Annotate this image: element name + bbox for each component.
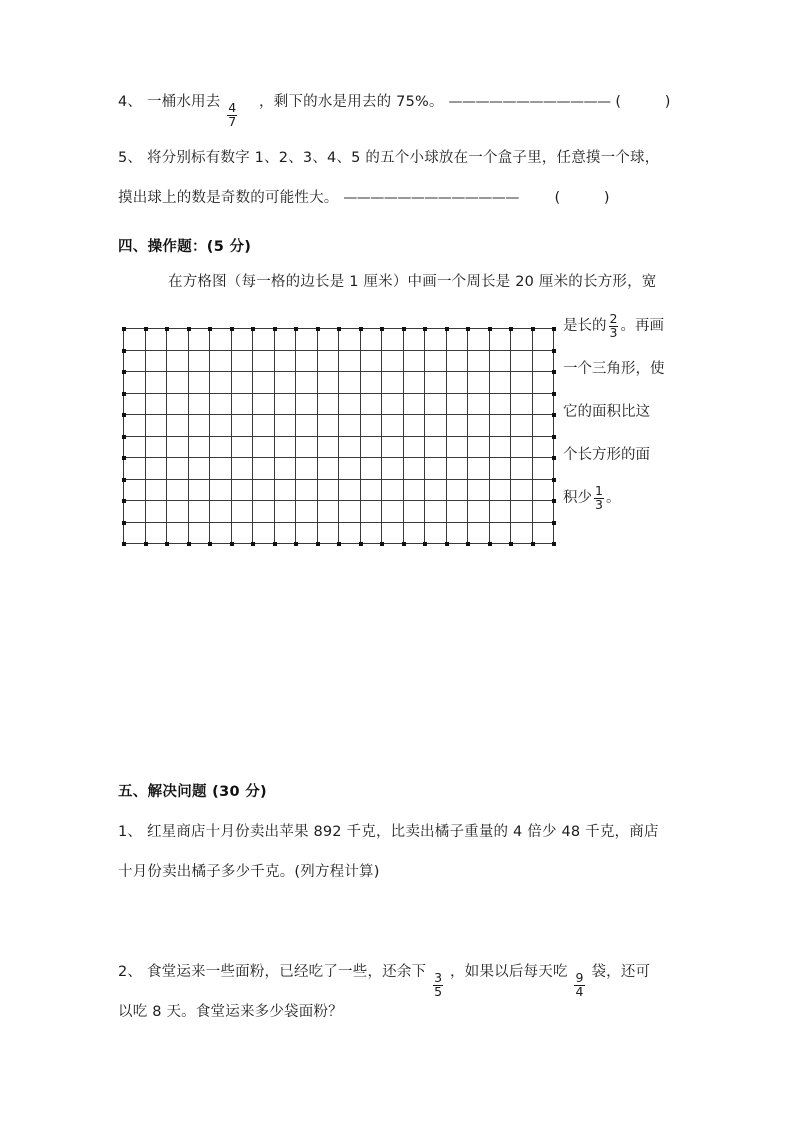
q4-fraction-denominator: 7: [228, 113, 237, 129]
grid-boundary-dot: [122, 478, 126, 482]
problem-2-number: 2、: [118, 964, 143, 980]
q4-fraction-numerator: 4: [228, 100, 237, 115]
grid-boundary-dot: [552, 456, 556, 460]
grid-boundary-dot: [187, 327, 191, 331]
problem-2-line1-part3: 袋，还可: [591, 964, 651, 980]
q5-dash-separator: —————————————: [343, 190, 519, 206]
grid-hline: [123, 371, 553, 372]
grid-boundary-dot: [251, 327, 255, 331]
grid-boundary-dot: [208, 327, 212, 331]
side-line-1-fraction-numerator: 2: [609, 311, 618, 327]
grid-boundary-dot: [466, 542, 470, 546]
q5-answer-paren-open: (: [554, 190, 561, 206]
grid-boundary-dot: [122, 542, 126, 546]
side-line-5-prefix: 积少: [563, 490, 592, 507]
q4-dash-separator: ————————————: [448, 94, 611, 110]
grid-canvas[interactable]: [123, 328, 555, 545]
side-line-2-prefix: 一个三角形，使: [563, 361, 665, 378]
grid-boundary-dot: [122, 413, 126, 417]
section-five-problem-2-line1: [118, 962, 650, 999]
q5-line1-text: 将分别标有数字 1、2、3、4、5 的五个小球放在一个盒子里，任意摸一个球，: [146, 150, 660, 166]
grid-boundary-dot: [165, 542, 169, 546]
grid-boundary-dot: [230, 542, 234, 546]
grid-boundary-dot: [122, 499, 126, 503]
grid-boundary-dot: [531, 542, 535, 546]
grid-boundary-dot: [251, 542, 255, 546]
grid-boundary-dot: [122, 392, 126, 396]
grid-boundary-dot: [122, 456, 126, 460]
grid-boundary-dot: [552, 370, 556, 374]
grid-boundary-dot: [552, 327, 556, 331]
grid-boundary-dot: [273, 542, 277, 546]
problem-2-line1-part2: ，如果以后每天吃: [450, 964, 568, 980]
grid-boundary-dot: [316, 327, 320, 331]
section-five-problem-1-line2: 十月份卖出橘子多少千克。(列方程计算): [118, 864, 380, 880]
q4-text-after: ，剩下的水是用去的 75%。: [259, 94, 444, 110]
section-four-heading: 四、操作题：(5 分): [118, 239, 252, 255]
square-grid-figure[interactable]: [123, 328, 555, 545]
side-line-5-fraction: [594, 485, 604, 512]
grid-boundary-dot: [552, 392, 556, 396]
grid-boundary-dot: [359, 542, 363, 546]
question-item-4: [118, 92, 671, 129]
section-five-problem-1-line1: [118, 822, 659, 844]
grid-boundary-dot: [509, 327, 513, 331]
grid-boundary-dot: [165, 327, 169, 331]
grid-boundary-dot: [122, 349, 126, 353]
grid-boundary-dot: [122, 327, 126, 331]
q4-number: 4、: [118, 94, 143, 110]
grid-boundary-dot: [445, 542, 449, 546]
grid-boundary-dot: [552, 413, 556, 417]
grid-boundary-dot: [230, 327, 234, 331]
grid-hline: [123, 479, 553, 480]
grid-boundary-dot: [531, 327, 535, 331]
grid-boundary-dot: [294, 327, 298, 331]
grid-boundary-dot: [488, 327, 492, 331]
grid-hline: [123, 393, 553, 394]
grid-boundary-dot: [294, 542, 298, 546]
side-line-1-fraction-denominator: 3: [609, 325, 618, 340]
side-line-4-prefix: 个长方形的面: [563, 447, 650, 464]
problem-2-fraction-2-numerator: 9: [575, 970, 584, 985]
problem-2-fraction-2: [574, 972, 584, 999]
grid-hline: [123, 500, 553, 501]
section-five-heading: 五、解决问题 (30 分): [118, 784, 267, 800]
side-line-1-prefix: 是长的: [563, 318, 607, 335]
grid-boundary-dot: [466, 327, 470, 331]
grid-boundary-dot: [402, 327, 406, 331]
grid-boundary-dot: [488, 542, 492, 546]
grid-boundary-dot: [552, 478, 556, 482]
problem-2-fraction-1-numerator: 3: [434, 970, 443, 985]
grid-boundary-dot: [509, 542, 513, 546]
grid-boundary-dot: [445, 327, 449, 331]
grid-boundary-dot: [122, 435, 126, 439]
q4-answer-paren-close: ): [664, 94, 671, 110]
problem-1-line1-text: 红星商店十月份卖出苹果 892 千克，比卖出橘子重量的 4 倍少 48 千克，商店: [146, 824, 659, 840]
grid-boundary-dot: [402, 542, 406, 546]
grid-boundary-dot: [380, 542, 384, 546]
side-line-5-fraction-numerator: 1: [595, 483, 603, 499]
section-four-problem-line1: 在方格图（每一格的边长是 1 厘米）中画一个周长是 20 厘米的长方形，宽: [168, 274, 657, 290]
grid-boundary-dot: [337, 542, 341, 546]
side-line-2: [563, 348, 693, 391]
question-item-5-line2: [118, 188, 610, 210]
problem-1-number: 1、: [118, 824, 143, 840]
q4-fraction: [227, 102, 237, 129]
side-line-1: [563, 305, 693, 348]
side-line-5-fraction-denominator: 3: [595, 497, 603, 512]
side-line-5-suffix: 。: [605, 490, 621, 507]
q5-number: 5、: [118, 150, 143, 166]
q4-text-before: 一桶水用去: [146, 94, 221, 110]
side-line-3-prefix: 它的面积比这: [563, 404, 650, 421]
problem-2-fraction-2-denominator: 4: [575, 983, 584, 999]
grid-hline: [123, 522, 553, 523]
grid-boundary-dot: [122, 521, 126, 525]
q5-line2-text: 摸出球上的数是奇数的可能性大。: [118, 190, 339, 206]
grid-hline: [123, 457, 553, 458]
grid-boundary-dot: [208, 542, 212, 546]
grid-boundary-dot: [144, 542, 148, 546]
q4-answer-paren-open: (: [615, 94, 622, 110]
side-line-3: [563, 391, 693, 434]
grid-boundary-dot: [122, 370, 126, 374]
grid-boundary-dot: [187, 542, 191, 546]
grid-boundary-dot: [359, 327, 363, 331]
grid-boundary-dot: [144, 327, 148, 331]
problem-2-line1-part1: 食堂运来一些面粉，已经吃了一些，还余下: [146, 964, 427, 980]
problem-2-fraction-1: [433, 972, 443, 999]
grid-hline: [123, 414, 553, 415]
grid-boundary-dot: [552, 435, 556, 439]
problem-2-fraction-1-denominator: 5: [434, 983, 443, 999]
grid-boundary-dot: [552, 499, 556, 503]
q5-answer-paren-close: ): [603, 190, 610, 206]
grid-boundary-dot: [316, 542, 320, 546]
question-item-5-line1: [118, 148, 659, 170]
grid-boundary-dot: [273, 327, 277, 331]
side-line-1-suffix: 。再画: [620, 318, 664, 335]
grid-boundary-dot: [552, 349, 556, 353]
grid-boundary-dot: [552, 542, 556, 546]
section-five-problem-2-line2: 以吃 8 天。食堂运来多少袋面粉？: [118, 1004, 343, 1020]
grid-hline: [123, 350, 553, 351]
grid-boundary-dot: [337, 327, 341, 331]
grid-boundary-dot: [423, 542, 427, 546]
side-line-4: [563, 434, 693, 477]
side-line-5: [563, 477, 693, 520]
side-line-1-fraction: [609, 313, 619, 340]
side-text-column: [563, 305, 693, 520]
grid-boundary-dot: [552, 521, 556, 525]
grid-boundary-dot: [380, 327, 384, 331]
grid-hline: [123, 436, 553, 437]
grid-boundary-dot: [423, 327, 427, 331]
